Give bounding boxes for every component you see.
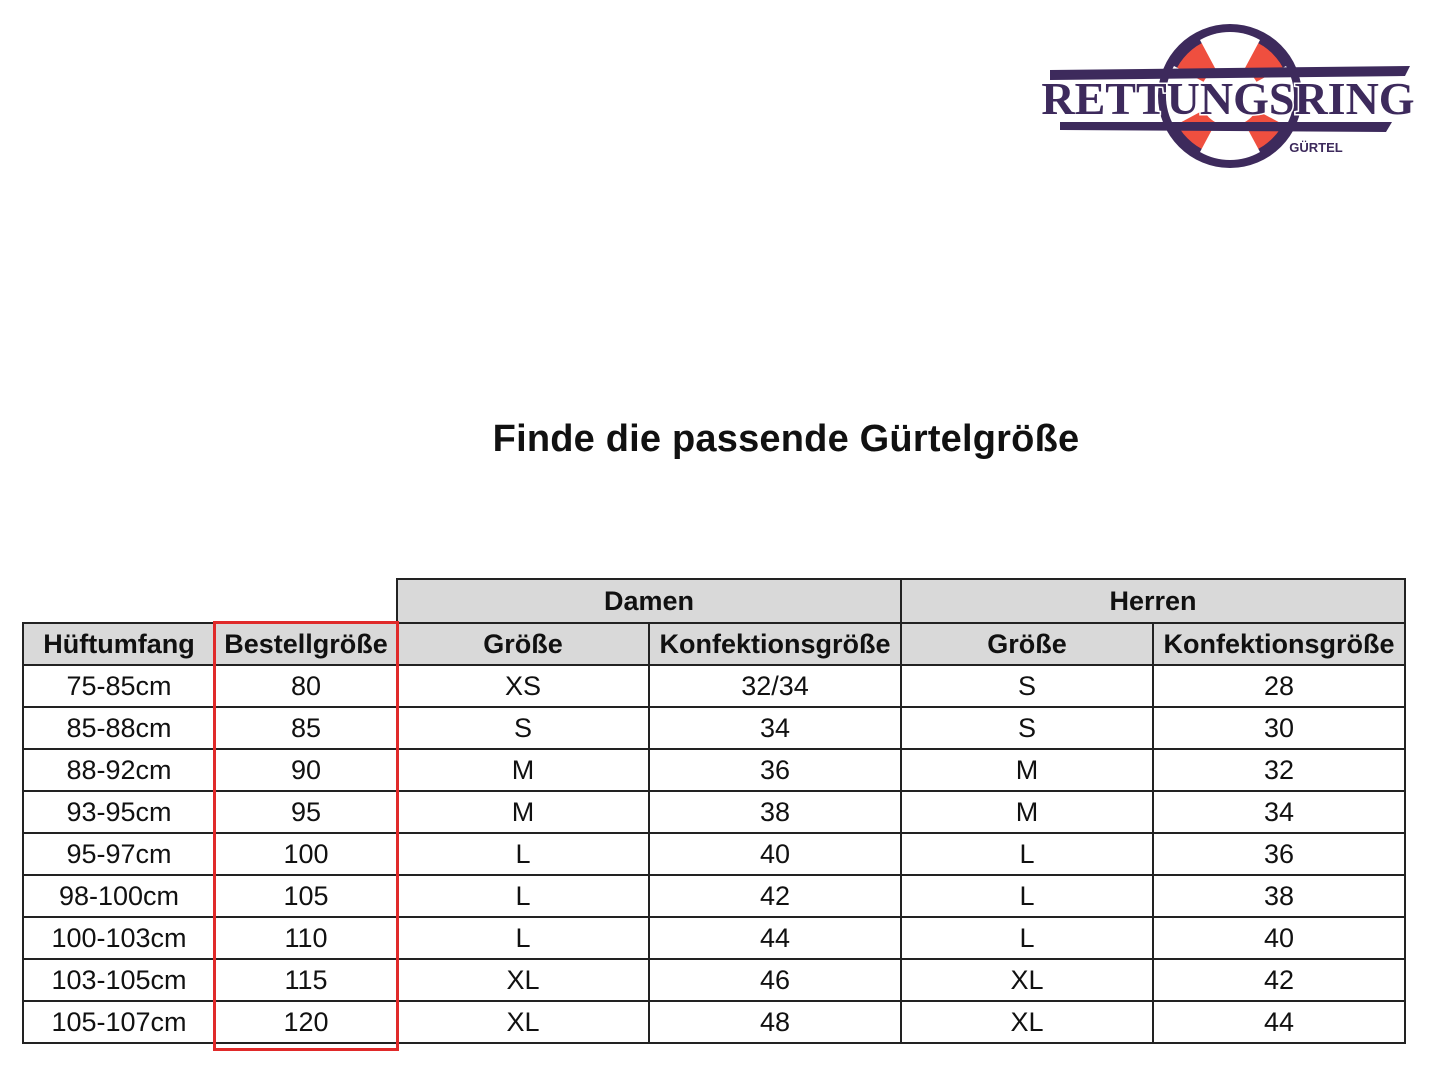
cell-bestellgroesse: 90 <box>215 749 397 791</box>
cell-damen-konfektion: 44 <box>649 917 901 959</box>
cell-damen-konfektion: 38 <box>649 791 901 833</box>
cell-damen-konfektion: 34 <box>649 707 901 749</box>
cell-bestellgroesse: 120 <box>215 1001 397 1043</box>
table-row <box>23 707 1405 749</box>
cell-hueftumfang: 75-85cm <box>23 665 215 707</box>
cell-damen-konfektion: 42 <box>649 875 901 917</box>
table-row <box>23 959 1405 1001</box>
cell-herren-groesse: XL <box>901 1001 1153 1043</box>
lifebuoy-logo-icon <box>1040 18 1420 178</box>
cell-hueftumfang: 95-97cm <box>23 833 215 875</box>
cell-damen-konfektion: 48 <box>649 1001 901 1043</box>
cell-hueftumfang: 100-103cm <box>23 917 215 959</box>
cell-damen-groesse: M <box>397 749 649 791</box>
page-title: Finde die passende Gürtelgröße <box>492 418 1080 460</box>
cell-herren-konfektion: 38 <box>1153 875 1405 917</box>
cell-damen-konfektion: 40 <box>649 833 901 875</box>
cell-bestellgroesse: 105 <box>215 875 397 917</box>
table-row <box>23 665 1405 707</box>
table-row <box>23 1001 1405 1043</box>
cell-damen-groesse: L <box>397 875 649 917</box>
cell-damen-groesse: S <box>397 707 649 749</box>
cell-herren-konfektion: 34 <box>1153 791 1405 833</box>
cell-bestellgroesse: 85 <box>215 707 397 749</box>
cell-herren-groesse: S <box>901 707 1153 749</box>
cell-herren-konfektion: 36 <box>1153 833 1405 875</box>
cell-herren-groesse: S <box>901 665 1153 707</box>
cell-damen-groesse: XL <box>397 959 649 1001</box>
group-header-row <box>23 579 1405 623</box>
cell-herren-groesse: M <box>901 749 1153 791</box>
cell-bestellgroesse: 100 <box>215 833 397 875</box>
cell-herren-groesse: L <box>901 917 1153 959</box>
table-row <box>23 917 1405 959</box>
cell-herren-konfektion: 40 <box>1153 917 1405 959</box>
logo-brand-text: RETTUNGSRING <box>1041 73 1415 124</box>
group-herren: Herren <box>901 579 1405 623</box>
column-header-row <box>23 623 1405 665</box>
cell-damen-groesse: L <box>397 917 649 959</box>
cell-damen-groesse: XL <box>397 1001 649 1043</box>
cell-bestellgroesse: 115 <box>215 959 397 1001</box>
cell-damen-groesse: L <box>397 833 649 875</box>
cell-hueftumfang: 103-105cm <box>23 959 215 1001</box>
cell-herren-konfektion: 32 <box>1153 749 1405 791</box>
cell-hueftumfang: 93-95cm <box>23 791 215 833</box>
table-row <box>23 791 1405 833</box>
cell-herren-groesse: L <box>901 833 1153 875</box>
cell-hueftumfang: 88-92cm <box>23 749 215 791</box>
cell-herren-konfektion: 28 <box>1153 665 1405 707</box>
cell-herren-konfektion: 44 <box>1153 1001 1405 1043</box>
table-row <box>23 875 1405 917</box>
table-row <box>23 749 1405 791</box>
cell-herren-groesse: XL <box>901 959 1153 1001</box>
cell-bestellgroesse: 80 <box>215 665 397 707</box>
header-herren-groesse: Größe <box>901 623 1153 665</box>
brand-logo <box>1040 18 1420 178</box>
header-herren-konfektion: Konfektionsgröße <box>1153 623 1405 665</box>
cell-bestellgroesse: 110 <box>215 917 397 959</box>
cell-damen-konfektion: 36 <box>649 749 901 791</box>
cell-hueftumfang: 105-107cm <box>23 1001 215 1043</box>
cell-herren-groesse: L <box>901 875 1153 917</box>
cell-hueftumfang: 85-88cm <box>23 707 215 749</box>
cell-herren-konfektion: 42 <box>1153 959 1405 1001</box>
header-damen-konfektion: Konfektionsgröße <box>649 623 901 665</box>
logo-sub-text: GÜRTEL <box>1289 140 1343 155</box>
header-bestellgroesse: Bestellgröße <box>215 623 397 665</box>
cell-hueftumfang: 98-100cm <box>23 875 215 917</box>
size-table <box>22 578 1406 1044</box>
cell-bestellgroesse: 95 <box>215 791 397 833</box>
cell-herren-konfektion: 30 <box>1153 707 1405 749</box>
blank-corner <box>23 579 397 623</box>
header-hueftumfang: Hüftumfang <box>23 623 215 665</box>
cell-damen-groesse: XS <box>397 665 649 707</box>
header-damen-groesse: Größe <box>397 623 649 665</box>
cell-damen-groesse: M <box>397 791 649 833</box>
cell-herren-groesse: M <box>901 791 1153 833</box>
table-row <box>23 833 1405 875</box>
cell-damen-konfektion: 46 <box>649 959 901 1001</box>
group-damen: Damen <box>397 579 901 623</box>
cell-damen-konfektion: 32/34 <box>649 665 901 707</box>
